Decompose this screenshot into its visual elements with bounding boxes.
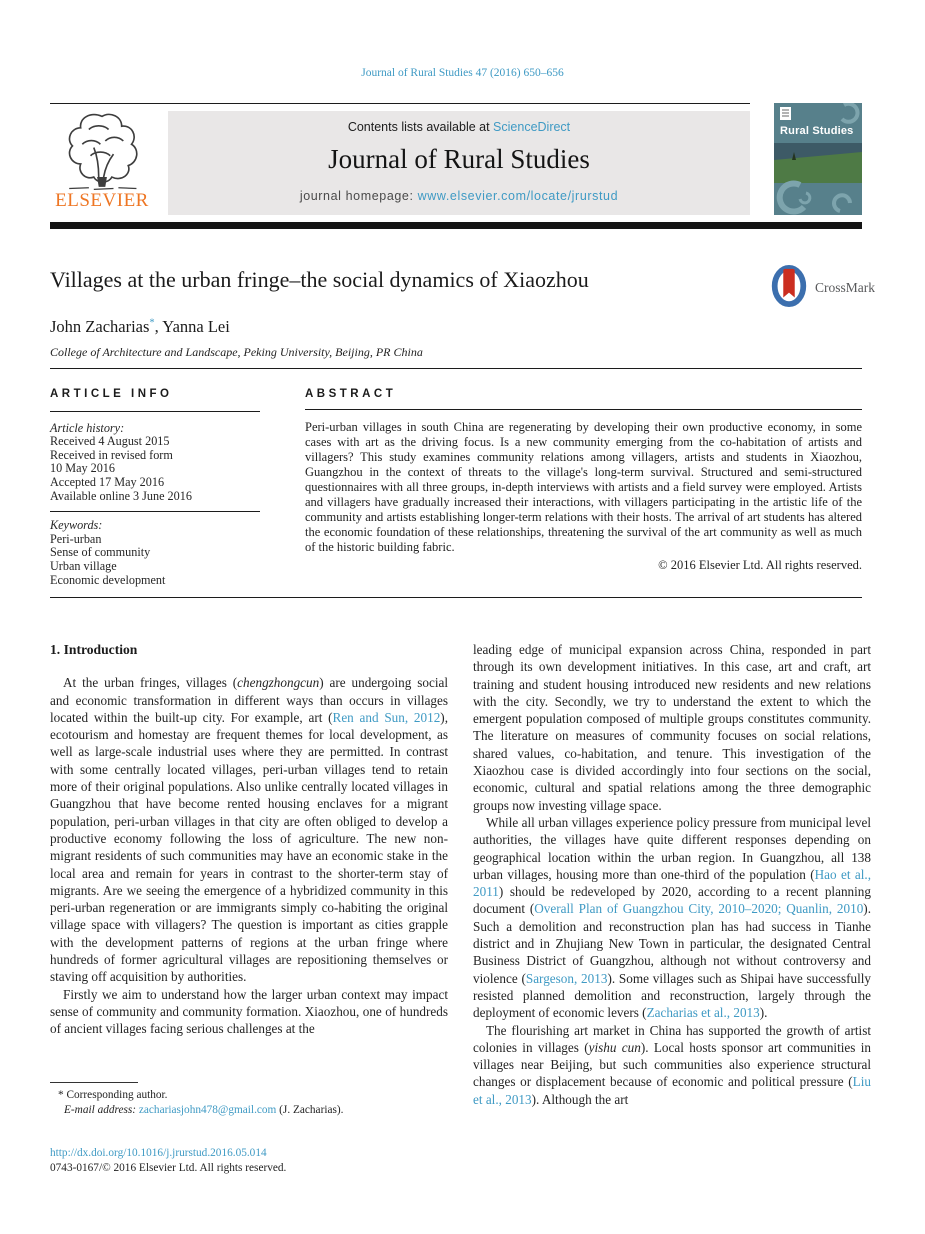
- list-line: 10 May 2016: [50, 461, 115, 476]
- abstract-text: Peri-urban villages in south China are regenerating by developing their own productive economy, in some cases with art as the driving focus. Is a new community emerging from the co-habitation of artists and villagers? This study examines community relations among villagers, artists and students in Xiaozhou, Guangzhou in the context of threats to the village's long-term survival. Structured and semi-structured questionnaires with all three groups, in-depth interviews with artists and a field survey were employed. Artists and villagers have gradually increased their interactions, with villagers participating in the artistic life of the community and artists establishing longer-term relations with their hosts. The arrival of art students has altered the economic foundation of these relationships, threatening the survival of the art community as well as much of the historic building fabric.: [305, 420, 862, 554]
- section-heading-introduction: 1. Introduction: [50, 642, 138, 657]
- italic-term: E-mail address:: [64, 1103, 139, 1116]
- citation-line[interactable]: Journal of Rural Studies 47 (2016) 650–656: [361, 67, 564, 79]
- elsevier-wordmark: ELSEVIER: [55, 190, 149, 211]
- homepage-line: [168, 189, 750, 203]
- authors-line: [50, 317, 230, 337]
- homepage-link[interactable]: www.elsevier.com/locate/jrurstud: [417, 189, 619, 203]
- text-run: ). Although the art: [531, 1091, 629, 1107]
- contents-line: [168, 120, 750, 134]
- info-block-top-rule: [50, 368, 862, 369]
- page-footer: [50, 1146, 448, 1176]
- article-info-column: [50, 388, 260, 587]
- paragraph: [473, 641, 871, 814]
- abstract-column: [305, 388, 862, 573]
- footnote-rule: [50, 1082, 138, 1083]
- list-line: Economic development: [50, 572, 166, 587]
- text-run: While all urban villages experience policy pressure from municipal level authorities, the villages have quite different responses depending on geographical location within the urban region. In Guangzhou, all 138 urban villages, housing more than one-third of the population (: [473, 814, 871, 882]
- footnote-block: [50, 1082, 448, 1117]
- divider: [305, 409, 862, 410]
- crossmark-badge[interactable]: [768, 266, 878, 310]
- text-run: ).: [759, 1005, 768, 1021]
- article-history-label: Article history:: [50, 420, 125, 435]
- crossmark-label: CrossMark: [815, 280, 875, 295]
- elsevier-tree-icon: [52, 108, 152, 192]
- list-line: Received in revised form: [50, 447, 173, 462]
- inline-link[interactable]: Liu et al., 2013: [473, 1074, 871, 1107]
- journal-cover-thumbnail[interactable]: [774, 103, 862, 215]
- info-block-bottom-rule: [50, 597, 862, 598]
- text-run: (J. Zacharias).: [276, 1103, 344, 1116]
- inline-link[interactable]: Hao et al., 2011: [473, 866, 871, 900]
- inline-link[interactable]: Sargeson, 2013: [525, 970, 608, 986]
- header-black-bar: [50, 222, 862, 229]
- banner-journal-title: Journal of Rural Studies: [328, 144, 590, 174]
- divider: [50, 511, 260, 512]
- paragraph: [473, 814, 871, 1022]
- text-run: leading edge of municipal expansion across China, responded in part through its own development initiatives. In this case, art and craft, art training and student housing introduced new residents and new relations with the city. Secondly, we try to understand the extent to which the emergent population composed of multiple groups constitutes community. The literature on measures of community focuses on social relations, shared values, co-habitation, and tenure. This investigation of the Xiaozhou case is divided accordingly into four sections on the social, economic, cultural and spatial relations among the three demographic groups now investing village space.: [473, 642, 871, 813]
- keywords-list: [50, 533, 260, 587]
- text-run: ). Local hosts sponsor art communities in villages near Beijing, but such communities also experience structural changes or displacement because of economic and political pressure (: [473, 1039, 871, 1090]
- list-line: Received 4 August 2015: [50, 434, 170, 449]
- journal-banner: [168, 111, 750, 215]
- article-info-heading: ARTICLE INFO: [50, 388, 173, 400]
- italic-term: chengzhongcun: [237, 675, 320, 691]
- keywords-label: Keywords:: [50, 518, 103, 533]
- italic-term: yishu cun: [588, 1039, 641, 1055]
- author-1: John Zacharias: [50, 317, 150, 336]
- text-run: Firstly we aim to understand how the larger urban context may impact sense of community and community formation. Xiaozhou, one of hundreds of ancient villages facing serious challenges at the: [50, 986, 448, 1037]
- sciencedirect-link[interactable]: ScienceDirect: [493, 120, 571, 134]
- text-run: ) are undergoing social and economic transformation in different ways than occurs in villages located within the built-up city. For example, art (: [50, 675, 449, 725]
- abstract-heading: ABSTRACT: [305, 388, 397, 400]
- list-line: Peri-urban: [50, 531, 102, 546]
- corresponding-author-asterisk[interactable]: *: [149, 317, 155, 329]
- body-column-left: [50, 641, 448, 1038]
- doi-link[interactable]: http://dx.doi.org/10.1016/j.jrurstud.2016.05.014: [50, 1147, 267, 1159]
- list-line: Available online 3 June 2016: [50, 488, 192, 503]
- text-run: ). Some villages such as Shipai have successfully resisted planned demolition and reconstruction, largely through the deployment of economic levers (: [473, 970, 871, 1021]
- email-line: [50, 1103, 448, 1118]
- issn-copyright-line: 0743-0167/© 2016 Elsevier Ltd. All rights reserved.: [50, 1162, 287, 1174]
- crossmark-icon: [768, 264, 810, 313]
- list-line: Urban village: [50, 558, 117, 573]
- text-run: ), ecotourism and homestay are frequent themes for local development, as well as large-scale industrial uses where they are permitted. In contrast with some centrally located villages, peri-urban villages tend to retain more of their original populations. Also unlike centrally located villages in Guangzhou that have become rented housing enclaves for a migrant population, peri-urban villages in that city are often obliged to develop a productive economy following the loss of agriculture. The new non-migrant residents of such communities may have an economic stake in the local area and remain for years in contrast to the shorter-term stay of migrants. Are we seeing the emergence of a hybridized community in this peri-urban regeneration or are immigrants simply co-habiting the original village space with villagers? The question is important as cities grapple with the development patterns of regions at the urban fringe where hundreds of former agricultural villages are repositioning themselves or staving off acquisition by authorities.: [50, 709, 448, 985]
- corresponding-author-note: * Corresponding author.: [58, 1089, 168, 1101]
- list-line: Sense of community: [50, 545, 151, 560]
- paragraph: [50, 674, 448, 985]
- inline-link[interactable]: Ren and Sun, 2012: [332, 709, 441, 725]
- text-run: ). Such a demolition and reconstruction plan has had success in Tianhe district and in Zhujiang New Town in particular, the designated Central Business District of Guangzhou, although not without controversy and violence (: [473, 901, 871, 986]
- affiliation: College of Architecture and Landscape, Peking University, Beijing, PR China: [50, 345, 423, 359]
- homepage-prefix: journal homepage:: [299, 189, 418, 203]
- article-history-list: [50, 435, 260, 503]
- list-line: Accepted 17 May 2016: [50, 474, 165, 489]
- text-run: The flourishing art market in China has supported the growth of artist colonies in villages (: [473, 1022, 871, 1055]
- header-top-rule: [50, 103, 750, 104]
- contents-prefix: Contents lists available at: [347, 120, 494, 134]
- paragraph: [50, 986, 448, 1038]
- article-title: Villages at the urban fringe–the social dynamics of Xiaozhou: [50, 267, 589, 292]
- inline-link[interactable]: Overall Plan of Guangzhou City, 2010–2020; Quanlin, 2010: [534, 901, 864, 917]
- cover-title: Rural Studies: [780, 125, 854, 137]
- divider: [50, 411, 260, 412]
- elsevier-logo[interactable]: [52, 108, 152, 218]
- inline-link[interactable]: Zacharias et al., 2013: [646, 1005, 760, 1021]
- inline-link[interactable]: zachariasjohn478@gmail.com: [138, 1103, 277, 1116]
- abstract-copyright: © 2016 Elsevier Ltd. All rights reserved.: [658, 558, 862, 572]
- paragraph: [473, 1022, 871, 1108]
- body-column-right: [473, 641, 871, 1108]
- text-run: ) should be redeveloped by 2020, according to a recent planning document (: [473, 884, 871, 917]
- author-2: , Yanna Lei: [154, 317, 230, 336]
- text-run: At the urban fringes, villages (: [63, 675, 238, 691]
